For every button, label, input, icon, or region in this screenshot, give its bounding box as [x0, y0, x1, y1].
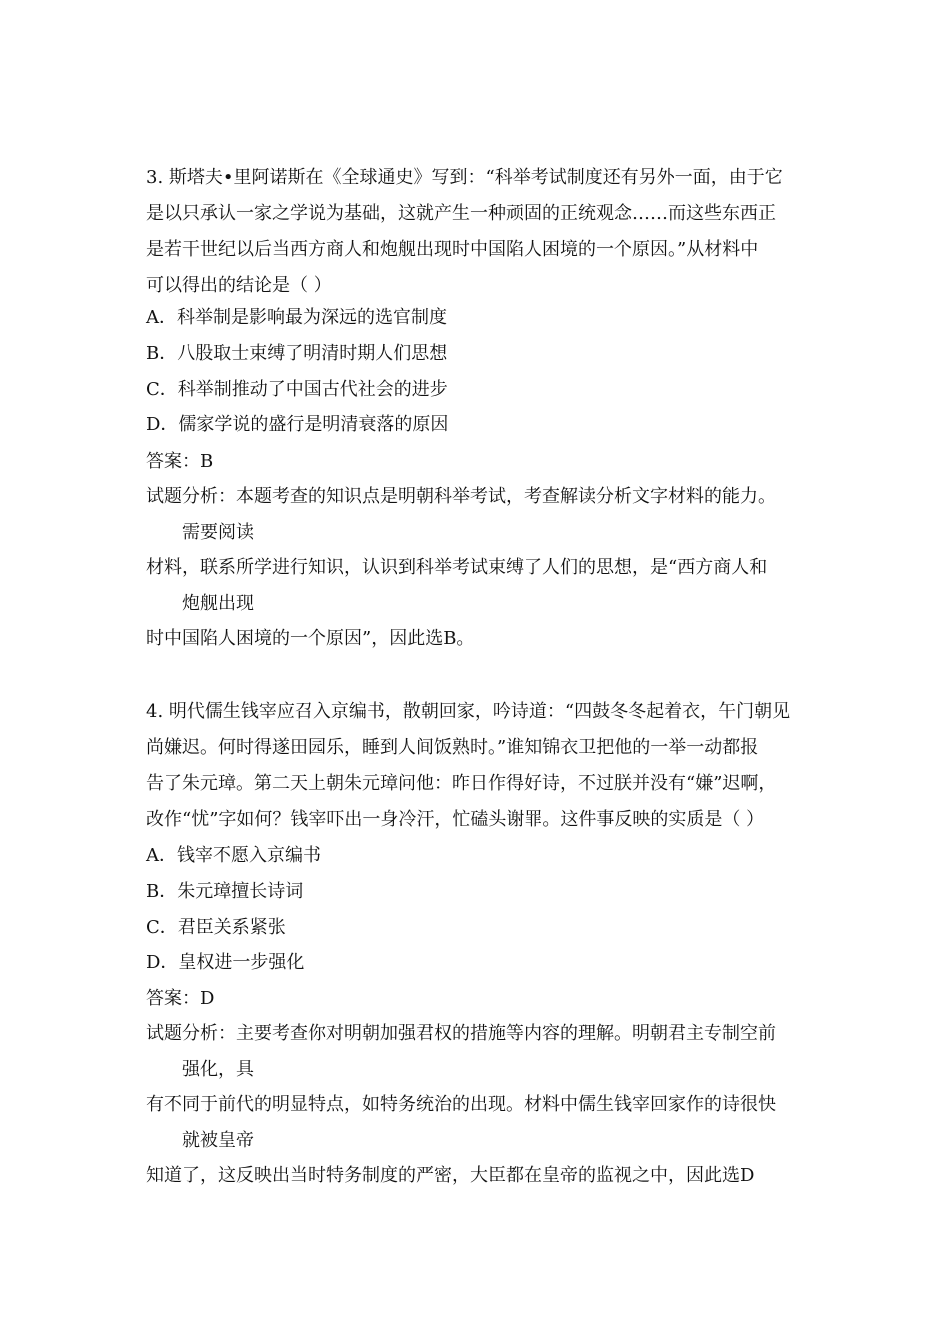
stem-line: 可以得出的结论是（ ） — [146, 275, 332, 296]
option-b: B．八股取士束缚了明清时期人们思想 — [146, 343, 448, 364]
option-d: D．皇权进一步强化 — [146, 952, 305, 973]
question-4-stem — [146, 694, 816, 838]
analysis-line: 就被皇帝 — [182, 1130, 254, 1151]
answer: 答案：B — [146, 451, 214, 472]
analysis-line: 时中国陷人困境的一个原因”，因此选B。 — [146, 628, 475, 649]
analysis-line: 知道了，这反映出当时特务制度的严密，大臣都在皇帝的监视之中，因此选D — [146, 1165, 755, 1186]
analysis-line: 强化，具 — [182, 1059, 254, 1080]
stem-line: 告了朱元璋。第二天上朝朱元璋问他：昨日作得好诗，不过朕并没有“嫌”迟啊， — [146, 773, 777, 794]
stem-line: 是以只承认一家之学说为基础，这就产生一种顽固的正统观念……而这些东西正 — [146, 203, 776, 224]
analysis-line: 需要阅读 — [182, 522, 254, 543]
analysis-line: 试题分析：主要考查你对明朝加强君权的措施等内容的理解。明朝君主专制空前 — [146, 1023, 776, 1044]
stem-line: 是若干世纪以后当西方商人和炮舰出现时中国陷人困境的一个原因。”从材料中 — [146, 239, 759, 260]
option-a: A．科举制是影响最为深远的选官制度 — [146, 307, 447, 328]
stem-line: 3. 斯塔夫•里阿诺斯在《全球通史》写到：“科举考试制度还有另外一面，由于它 — [146, 167, 783, 188]
stem-line: 尚嫌迟。何时得遂田园乐，睡到人间饭熟时。”谁知锦衣卫把他的一举一动都报 — [146, 737, 759, 758]
analysis-line: 材料，联系所学进行知识，认识到科举考试束缚了人们的思想，是“西方商人和 — [146, 557, 768, 578]
stem-line: 改作“忧”字如何？钱宰吓出一身冷汗，忙磕头谢罪。这件事反映的实质是（ ） — [146, 809, 765, 830]
analysis-line: 炮舰出现 — [182, 593, 254, 614]
option-c: C．君臣关系紧张 — [146, 917, 286, 938]
question-3-stem — [146, 160, 816, 304]
stem-line: 4. 明代儒生钱宰应召入京编书，散朝回家，吟诗道：“四鼓冬冬起着衣，午门朝见 — [146, 701, 791, 722]
answer: 答案：D — [146, 988, 215, 1009]
option-c: C．科举制推动了中国古代社会的进步 — [146, 379, 448, 400]
analysis-line: 有不同于前代的明显特点，如特务统治的出现。材料中儒生钱宰回家作的诗很快 — [146, 1094, 776, 1115]
option-d: D．儒家学说的盛行是明清衰落的原因 — [146, 414, 449, 435]
option-a: A．钱宰不愿入京编书 — [146, 845, 321, 866]
option-b: B．朱元璋擅长诗词 — [146, 881, 304, 902]
analysis-line: 试题分析：本题考查的知识点是明朝科举考试，考查解读分析文字材料的能力。 — [146, 486, 776, 507]
